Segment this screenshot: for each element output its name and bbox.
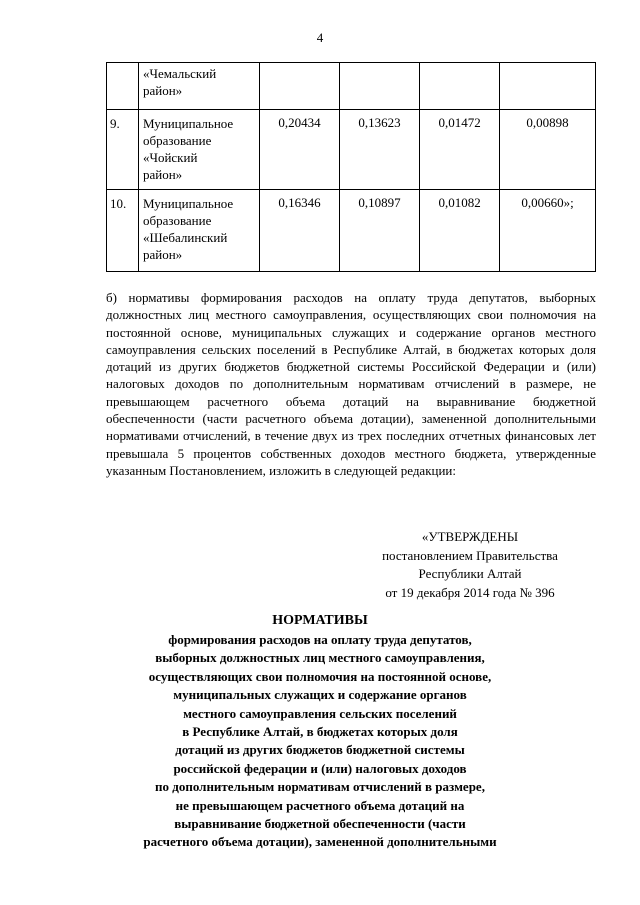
approval-line: от 19 декабря 2014 года № 396	[385, 584, 555, 600]
row-number: 9.	[107, 110, 139, 190]
norms-table	[106, 62, 596, 272]
subtitle-line: расчетного объема дотации), замененной дополнительными	[143, 834, 497, 850]
value-cell: 0,01472	[420, 110, 500, 190]
municipality-name: Муниципальное образование «Шебалинский район»	[139, 190, 260, 272]
document-heading	[0, 611, 640, 852]
value-cell: 0,01082	[420, 190, 500, 272]
municipality-name: «Чемальский район»	[139, 63, 260, 110]
value-cell: 0,13623	[340, 110, 420, 190]
subtitle-line: выравнивание бюджетной обеспеченности (части	[174, 816, 466, 832]
subtitle-line: дотаций из других бюджетов бюджетной системы	[175, 742, 465, 758]
table-row	[107, 110, 596, 190]
value-cell: 0,10897	[340, 190, 420, 272]
value-cell	[340, 63, 420, 110]
amendment-paragraph: б) нормативы формирования расходов на оплату труда депутатов, выборных должностных лиц местного самоуправления, осуществляющих свои полномочия на постоянной основе, муниципальных служащих и содержание органов местного самоуправления сельских поселений в Республике Алтай, в бюджетах которых доля дотаций из других бюджетов бюджетной системы Российской Федерации и (или) налоговых доходов по дополнительным нормативам отчислений в размере, не превышающем расчетного объема дотаций на выравнивание бюджетной обеспеченности (части расчетного объема дотации), замененной дополнительными нормативами отчислений, в течение двух из трех последних отчетных финансовых лет превышала 5 процентов собственных доходов местного бюджета, утвержденные указанным Постановлением, изложить в следующей редакции:	[106, 290, 596, 478]
approval-block	[340, 528, 600, 602]
subtitle-line: не превышающем расчетного объема дотаций на	[175, 797, 465, 813]
subtitle-line: по дополнительным нормативам отчислений в размере,	[155, 779, 485, 795]
value-cell: 0,20434	[260, 110, 340, 190]
value-cell: 0,00898	[500, 110, 596, 190]
subtitle-line: российской федерации и (или) налоговых доходов	[173, 760, 467, 776]
value-cell: 0,00660»;	[500, 190, 596, 272]
row-number	[107, 63, 139, 110]
value-cell	[420, 63, 500, 110]
approval-line: «УТВЕРЖДЕНЫ	[421, 529, 519, 544]
subtitle-line: формирования расходов на оплату труда депутатов,	[168, 632, 472, 647]
page-number: 4	[316, 30, 324, 45]
table-row	[107, 190, 596, 272]
subtitle-line: в Республике Алтай, в бюджетах которых доля	[182, 724, 458, 740]
approval-line: Республики Алтай	[418, 566, 522, 581]
row-number: 10.	[107, 190, 139, 272]
value-cell	[260, 63, 340, 110]
value-cell: 0,16346	[260, 190, 340, 272]
subtitle-line: осуществляющих свои полномочия на постоянной основе,	[148, 668, 492, 684]
subtitle-line: местного самоуправления сельских поселений	[183, 705, 457, 721]
document-title: НОРМАТИВЫ	[272, 613, 368, 628]
municipality-name: Муниципальное образование «Чойский район»	[139, 110, 260, 190]
approval-line: постановлением Правительства	[382, 547, 558, 563]
table-row	[107, 63, 596, 110]
subtitle-line: муниципальных служащих и содержание органов	[173, 687, 467, 703]
value-cell	[500, 63, 596, 110]
subtitle-line: выборных должностных лиц местного самоуправления,	[155, 650, 485, 666]
document-subtitle	[0, 631, 640, 852]
